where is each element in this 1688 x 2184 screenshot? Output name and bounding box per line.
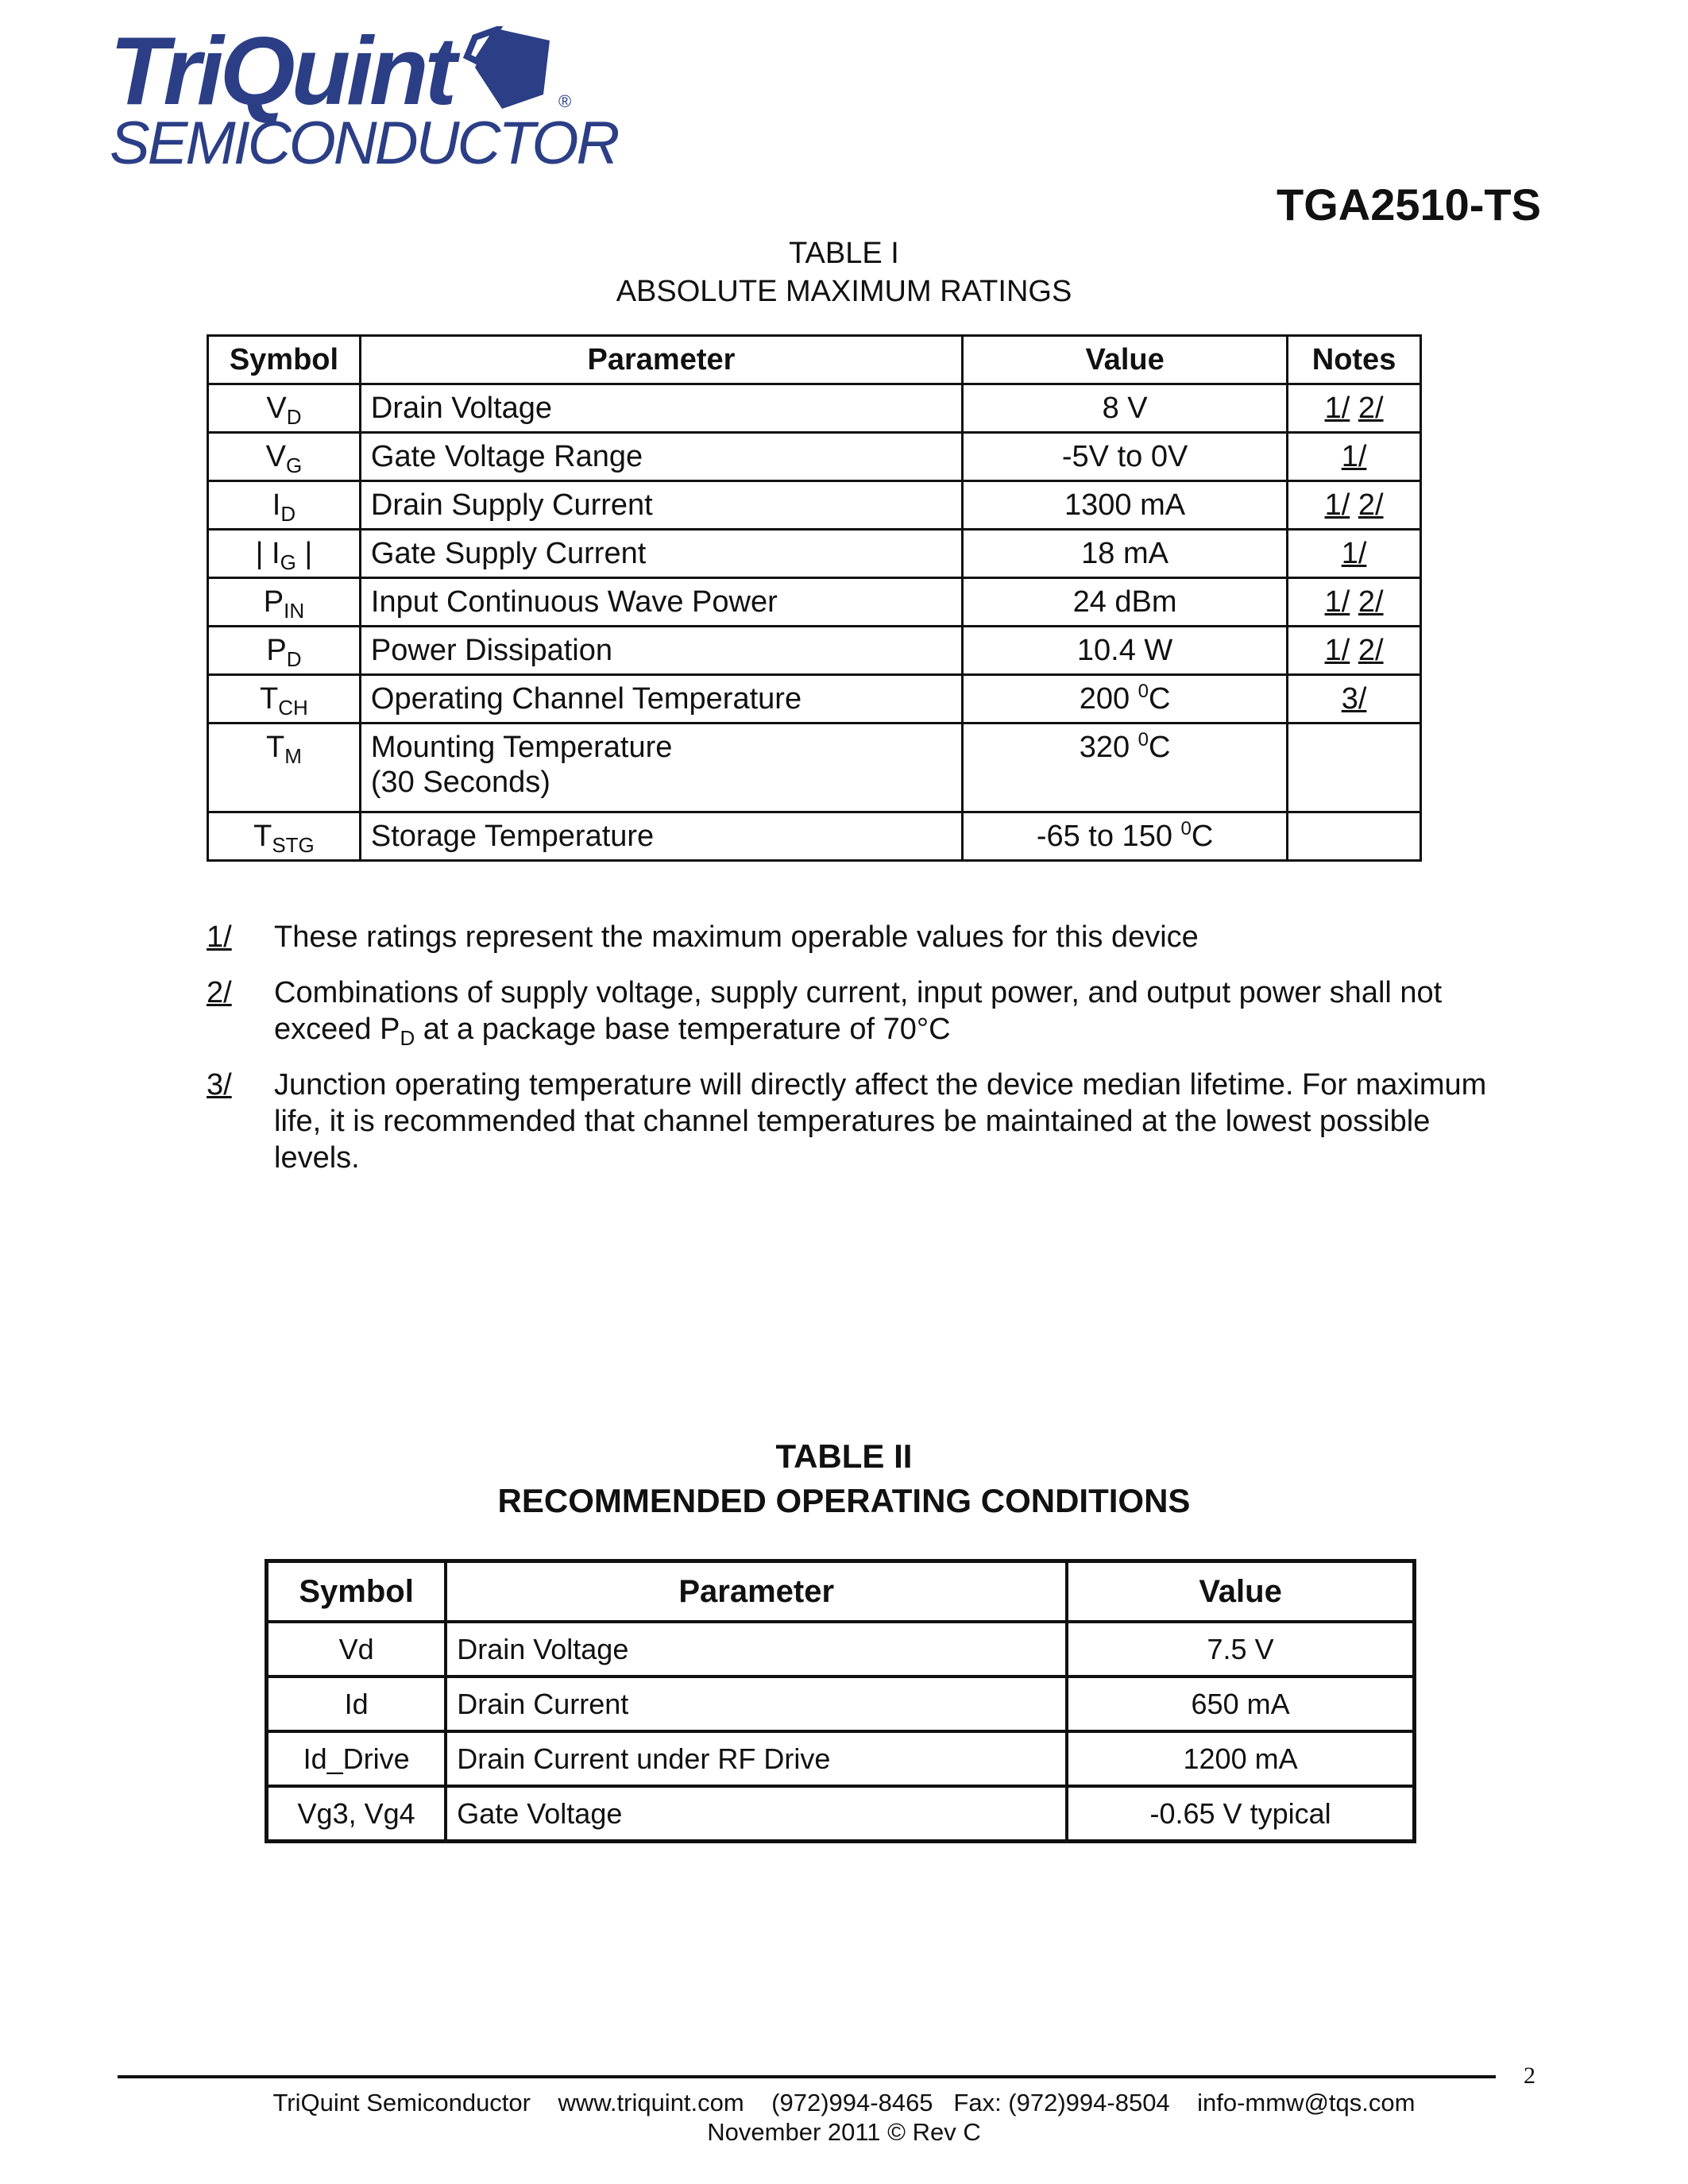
column-header: Value: [963, 336, 1288, 384]
parameter-cell: Power Dissipation: [360, 627, 962, 675]
footnote-text: Combinations of supply voltage, supply current, input power, and output power shall not exceed $P_D$ at a package base temperature of 70°C: [274, 976, 1443, 1050]
table2-subtitle: RECOMMENDED OPERATING CONDITIONS: [497, 1482, 1191, 1519]
page-number: 2: [1524, 2062, 1535, 2089]
symbol-cell: Vd: [267, 1622, 446, 1677]
value-cell: 8 V: [963, 384, 1288, 433]
symbol-cell: $I_D$: [208, 481, 361, 530]
table-row: [208, 530, 1421, 578]
table-row: [267, 1786, 1415, 1842]
parameter-cell: Gate Voltage Range: [360, 433, 962, 481]
table1-title: TABLE I: [789, 237, 899, 270]
table-row: [208, 481, 1421, 530]
symbol-cell: Id: [267, 1677, 446, 1731]
logo-subtitle: SEMICONDUCTOR: [110, 110, 618, 177]
table2-title: TABLE II: [775, 1437, 913, 1475]
value-cell: -5V to 0V: [963, 433, 1288, 481]
pentagon-logo-icon: [461, 26, 560, 114]
symbol-cell: $V_G$: [208, 433, 361, 481]
notes-cell: [1288, 812, 1421, 861]
footnote-text: Junction operating temperature will directly affect the device median lifetime. For maximum life, it is recommended that channel temperatures be maintained at the lowest possible levels.: [274, 1068, 1487, 1175]
parameter-cell: Gate Voltage: [446, 1786, 1067, 1842]
column-header: Parameter: [360, 336, 962, 384]
value-cell: 200 $^0$C: [963, 675, 1288, 723]
parameter-cell: Drain Voltage: [446, 1622, 1067, 1677]
footnote-text: These ratings represent the maximum operable values for this device: [274, 920, 1199, 954]
absolute-max-ratings-table: [207, 334, 1422, 862]
value-cell: -65 to 150 $^0$C: [963, 812, 1288, 861]
value-cell: 320 $^0$C: [963, 723, 1288, 812]
value-cell: 1300 mA: [963, 481, 1288, 530]
table-row: [267, 1622, 1415, 1677]
symbol-cell: Id_Drive: [267, 1731, 446, 1786]
notes-cell: 1/ 2/: [1288, 481, 1421, 530]
column-header: Parameter: [446, 1561, 1067, 1623]
column-header: Symbol: [267, 1561, 446, 1623]
parameter-cell: Gate Supply Current: [360, 530, 962, 578]
parameter-cell: Drain Voltage: [360, 384, 962, 433]
value-cell: 18 mA: [963, 530, 1288, 578]
company-logo: [110, 17, 618, 181]
footer-revision: November 2011 © Rev C: [707, 2118, 981, 2146]
value-cell: 24 dBm: [963, 578, 1288, 627]
notes-cell: 1/ 2/: [1288, 627, 1421, 675]
table-row: [208, 627, 1421, 675]
footnote-number: 1/: [207, 920, 232, 954]
symbol-cell: $P_D$: [208, 627, 361, 675]
parameter-cell: Operating Channel Temperature: [360, 675, 962, 723]
notes-cell: 1/: [1288, 530, 1421, 578]
table-row: [208, 578, 1421, 627]
notes-cell: 1/: [1288, 433, 1421, 481]
symbol-cell: $T_{STG}$: [208, 812, 361, 861]
value-cell: -0.65 V typical: [1067, 1786, 1414, 1842]
notes-cell: 1/ 2/: [1288, 578, 1421, 627]
registered-mark: ®: [558, 91, 572, 111]
value-cell: 1200 mA: [1067, 1731, 1414, 1786]
column-header: Value: [1067, 1561, 1414, 1623]
symbol-cell: $T_{CH}$: [208, 675, 361, 723]
column-header: Symbol: [208, 336, 361, 384]
parameter-cell: Drain Current: [446, 1677, 1067, 1731]
parameter-cell: Drain Current under RF Drive: [446, 1731, 1067, 1786]
table-header-row: [208, 336, 1421, 384]
column-header: Notes: [1288, 336, 1421, 384]
table-row: [208, 433, 1421, 481]
table-row: [267, 1731, 1415, 1786]
footnote-number: 2/: [207, 976, 232, 1009]
recommended-operating-conditions-table: [265, 1559, 1416, 1843]
footer-contact: TriQuint Semiconductor www.triquint.com (972)994-8465 Fax: (972)994-8504 info-mmw@tqs.com: [272, 2089, 1416, 2116]
parameter-cell: Input Continuous Wave Power: [360, 578, 962, 627]
part-number: TGA2510-TS: [1277, 179, 1541, 230]
footer-divider: [118, 2075, 1496, 2078]
symbol-cell: $V_D$: [208, 384, 361, 433]
table-row: [208, 384, 1421, 433]
table-row: [208, 812, 1421, 861]
parameter-cell: Mounting Temperature (30 Seconds): [360, 723, 962, 812]
parameter-cell: Storage Temperature: [360, 812, 962, 861]
parameter-cell: Drain Supply Current: [360, 481, 962, 530]
value-cell: 7.5 V: [1067, 1622, 1414, 1677]
notes-cell: 3/: [1288, 675, 1421, 723]
footnote-number: 3/: [207, 1068, 232, 1102]
table-row: [208, 675, 1421, 723]
notes-cell: 1/ 2/: [1288, 384, 1421, 433]
table-row: [208, 723, 1421, 812]
symbol-cell: $T_M$: [208, 723, 361, 812]
symbol-cell: | $I_G$ |: [208, 530, 361, 578]
notes-cell: [1288, 723, 1421, 812]
table-row: [267, 1677, 1415, 1731]
table1-subtitle: ABSOLUTE MAXIMUM RATINGS: [616, 275, 1072, 308]
symbol-cell: Vg3, Vg4: [267, 1786, 446, 1842]
logo-wordmark: TriQuint: [110, 17, 454, 125]
value-cell: 650 mA: [1067, 1677, 1414, 1731]
value-cell: 10.4 W: [963, 627, 1288, 675]
table-header-row: [267, 1561, 1415, 1623]
symbol-cell: $P_{IN}$: [208, 578, 361, 627]
